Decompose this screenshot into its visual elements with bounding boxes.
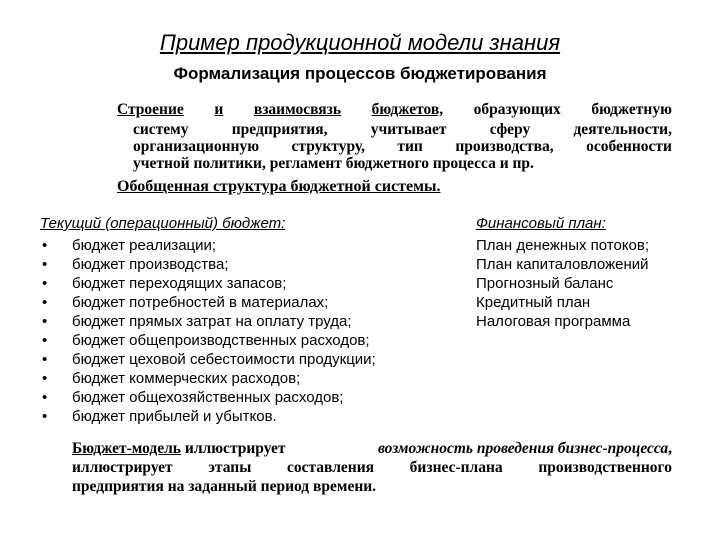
operational-budget-heading: Текущий (операционный) бюджет: [40, 215, 286, 232]
intro-word: структуру, [291, 138, 365, 155]
conclusion-line-2 [72, 459, 672, 477]
list-item: Прогнозный баланс [476, 275, 614, 292]
page-title: Пример продукционной модели знания [159, 30, 561, 55]
intro-word: тип [397, 138, 423, 155]
intro-line-2 [133, 121, 672, 139]
intro-word: и [214, 101, 224, 118]
list-item-text: бюджет общехозяйственных расходов; [72, 389, 344, 406]
conclusion-term: Бюджет-модель [72, 440, 182, 457]
intro-line-1 [117, 101, 672, 119]
intro-word: бюджетную [591, 101, 672, 118]
intro-line-3 [133, 138, 672, 156]
financial-plan-heading: Финансовый план: [476, 215, 606, 232]
conclusion-word: составления [286, 459, 375, 476]
list-item-text: бюджет потребностей в материалах; [72, 294, 329, 311]
intro-word: учитывает [370, 121, 447, 138]
list-item-text: бюджет цеховой себестоимости продукции; [72, 351, 376, 368]
intro-word: систему [133, 121, 189, 138]
intro-word: особенности [586, 138, 672, 155]
intro-word: деятельности, [573, 121, 672, 138]
conclusion-word: иллюстрирует [72, 459, 173, 476]
intro-word: производства, [455, 138, 554, 155]
conclusion-word: производственного [538, 459, 672, 476]
conclusion-line-3: предприятия на заданный период времени. [72, 478, 377, 495]
conclusion-verb: иллюстрирует [184, 440, 286, 457]
list-item: План капиталовложений [476, 256, 649, 273]
bullet-icon: • [42, 332, 48, 349]
list-item-text: бюджет коммерческих расходов; [72, 370, 301, 387]
bullet-icon: • [42, 275, 48, 292]
intro-word: бюджетов, [371, 101, 444, 118]
list-item-text: бюджет прибылей и убытков. [72, 408, 277, 425]
bullet-icon: • [42, 313, 48, 330]
intro-line-4: учетной политики, регламент бюджетного процесса и пр. [133, 155, 534, 172]
conclusion-word: бизнес-плана [409, 459, 503, 476]
bullet-icon: • [42, 408, 48, 425]
page-subtitle: Формализация процессов бюджетирования [173, 64, 547, 83]
list-item: План денежных потоков; [476, 237, 650, 254]
bullet-icon: • [42, 294, 48, 311]
summary-heading: Обобщенная структура бюджетной системы. [117, 178, 441, 195]
intro-word: Строение [117, 101, 184, 118]
list-item-text: бюджет прямых затрат на оплату труда; [72, 313, 352, 330]
list-item: Кредитный план [476, 294, 591, 311]
conclusion-comma: , [668, 440, 672, 457]
bullet-icon: • [42, 351, 48, 368]
intro-word: организационную [133, 138, 260, 155]
bullet-icon: • [42, 389, 48, 406]
intro-word: образующих [473, 101, 561, 118]
conclusion-word: этапы [208, 459, 252, 476]
bullet-icon: • [42, 370, 48, 387]
list-item-text: бюджет реализации; [72, 237, 217, 254]
intro-word: предприятия, [231, 121, 328, 138]
conclusion-emphasis: возможность проведения бизнес-процесса [377, 440, 669, 457]
bullet-icon: • [42, 256, 48, 273]
list-item-text: бюджет переходящих запасов; [72, 275, 287, 292]
intro-word: сферу [489, 121, 531, 138]
intro-word: взаимосвязь [253, 101, 342, 118]
list-item: Налоговая программа [476, 313, 631, 330]
bullet-icon: • [42, 237, 48, 254]
list-item-text: бюджет производства; [72, 256, 229, 273]
list-item-text: бюджет общепроизводственных расходов; [72, 332, 370, 349]
conclusion-line-1 [72, 440, 672, 458]
